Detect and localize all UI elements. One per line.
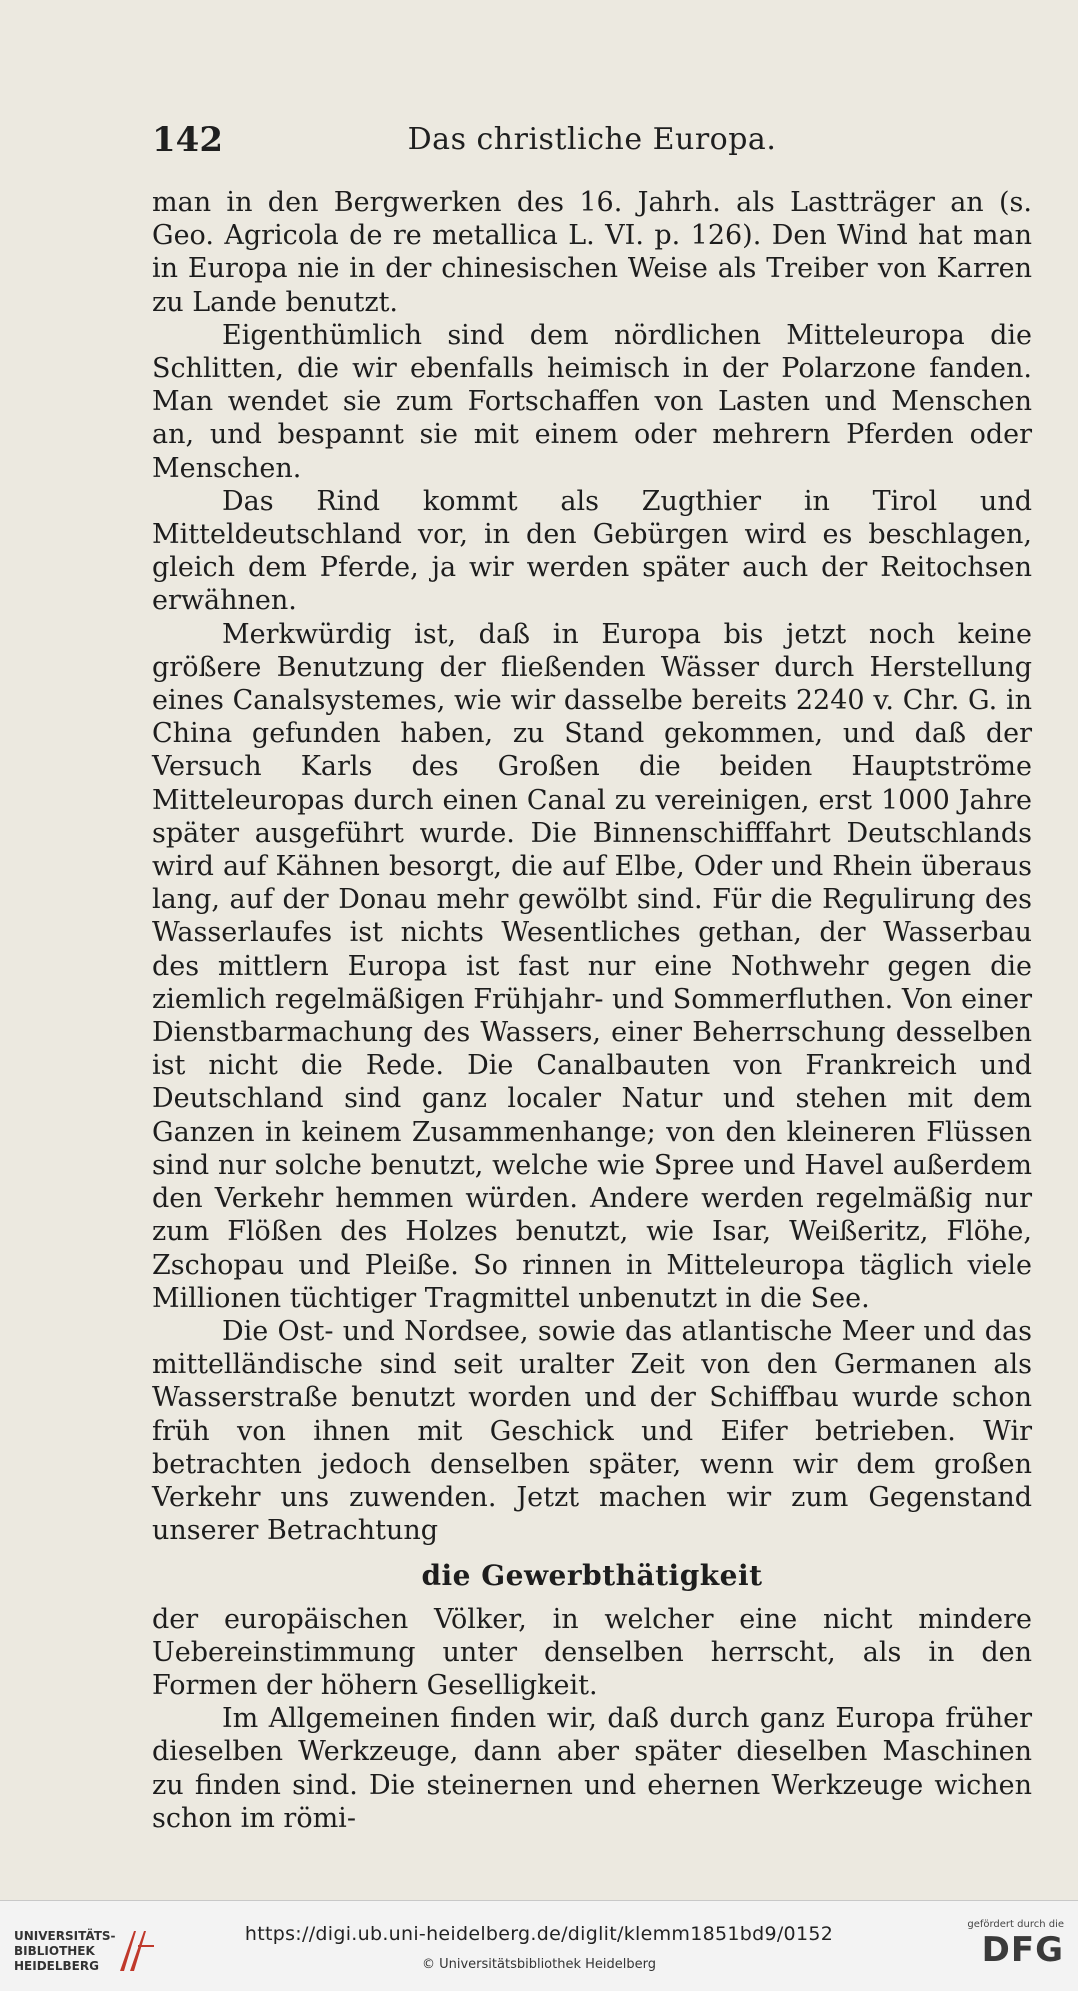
paragraph: Das Rind kommt als Zugthier in Tirol und Mitteldeutschland vor, in den Gebürgen wird es beschlagen, gleich dem Pferde, ja wir werden später auch der Reitochsen erwähnen.	[152, 485, 1032, 617]
permalink-url[interactable]: https://digi.ub.uni-heidelberg.de/diglit/klemm1851bd9/0152	[244, 1923, 834, 1945]
institution-line: BIBLIOTHEK	[14, 1944, 95, 1958]
institution-line: HEIDELBERG	[14, 1959, 99, 1973]
dfg-logo[interactable]	[944, 1919, 1064, 1979]
paragraph: Eigenthümlich sind dem nördlichen Mitteleuropa die Schlitten, die wir ebenfalls heimisch in der Polarzone fanden. Man wendet sie zum Fortschaffen von Lasten und Menschen an, und bespannt sie mit einem oder mehrern Pferden oder Menschen.	[152, 319, 1032, 484]
paragraph: Die Ost- und Nordsee, sowie das atlantische Meer und das mittelländische sind seit uralter Zeit von den Germanen als Wasserstraße benutzt worden und der Schiffbau wurde schon früh von ihnen mit Geschick und Eifer betrieben. Wir betrachten jedoch denselben später, wenn wir dem großen Verkehr uns zuwenden. Jetzt machen wir zum Gegenstand unserer Betrachtung	[152, 1315, 1032, 1547]
paragraph: Im Allgemeinen finden wir, daß durch ganz Europa früher dieselben Werkzeuge, dann aber später dieselben Maschinen zu finden sind. Die steinernen und ehernen Werkzeuge wichen schon im römi-	[152, 1703, 1032, 1834]
paragraph: man in den Bergwerken des 16. Jahrh. als Lastträger an (s. Geo. Agricola de re metallica L. VI. p. 126). Den Wind hat man in Europa nie in der chinesischen Weise als Treiber von Karren zu Lande benutzt.	[152, 187, 1032, 318]
funder-name: DFG	[981, 1930, 1064, 1970]
institution-line: UNIVERSITÄTS-	[14, 1929, 116, 1943]
paragraph: Merkwürdig ist, daß in Europa bis jetzt noch keine größere Benutzung der fließenden Wässer durch Herstellung eines Canalsystemes, wie wir dasselbe bereits 2240 v. Chr. G. in China gefunden haben, zu Stand gekommen, und daß der Versuch Karls des Großen die beiden Hauptströme Mitteleuropas durch einen Canal zu vereinigen, erst 1000 Jahre später ausgeführt wurde. Die Binnenschifffahrt Deutschlands wird auf Kähnen besorgt, die auf Elbe, Oder und Rhein überaus lang, auf der Donau mehr gewölbt sind. Für die Regulirung des Wasserlaufes ist nichts Wesentliches gethan, der Wasserbau des mittlern Europa ist fast nur eine Nothwehr gegen die ziemlich regelmäßigen Frühjahr- und Sommerfluthen. Von einer Dienstbarmachung des Wassers, einer Beherrschung desselben ist nicht die Rede. Die Canalbauten von Frankreich und Deutschland sind ganz localer Natur und stehen mit dem Ganzen in keinem Zusammenhange; von den kleineren Flüssen sind nur solche benutzt, welche wie Spree und Havel außerdem den Verkehr hemmen würden. Andere werden regelmäßig nur zum Flößen des Holzes benutzt, wie Isar, Weißeritz, Flöhe, Zschopau und Pleiße. So rinnen in Mitteleuropa täglich viele Millionen tüchtiger Tragmittel unbenutzt in die See.	[152, 618, 1032, 1314]
section-heading: die Gewerbthätigkeit	[421, 1559, 763, 1593]
body-text	[152, 186, 1032, 1835]
viewer-footer	[0, 1900, 1078, 1991]
page-number: 142	[152, 120, 223, 160]
paragraph: der europäischen Völker, in welcher eine nicht mindere Uebereinstimmung unter denselben herrscht, als in den Formen der höhern Geselligkeit.	[152, 1603, 1032, 1701]
page-header	[152, 120, 1032, 160]
funding-note: gefördert durch die	[967, 1919, 1064, 1930]
copyright-notice: © Universitätsbibliothek Heidelberg	[421, 1957, 656, 1972]
running-title: Das christliche Europa.	[407, 122, 777, 157]
